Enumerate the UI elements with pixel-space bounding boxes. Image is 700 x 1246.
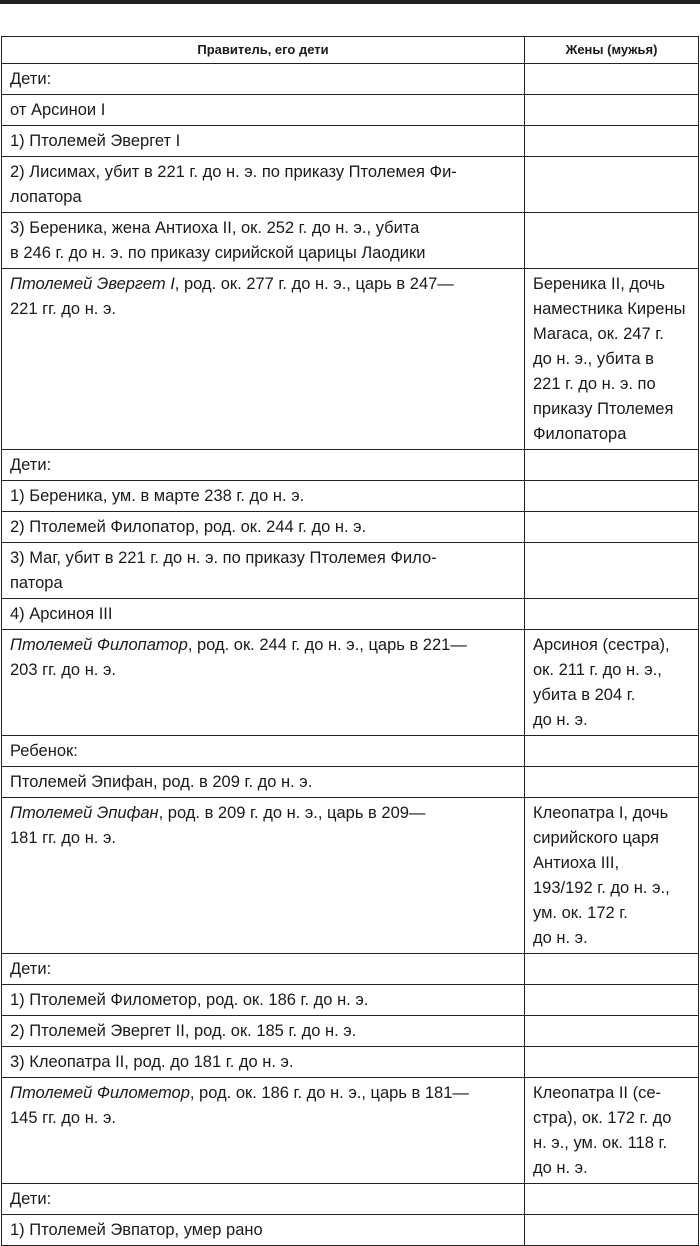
- table-row: [2, 985, 699, 1016]
- spouse-cell: [525, 543, 699, 599]
- table-row: [2, 213, 699, 269]
- child-entry: 3) Маг, убит в 221 г. до н. э. по приказу Птолемея Фило- патора: [2, 543, 525, 599]
- genealogy-table: [1, 36, 699, 1246]
- table-row: [2, 450, 699, 481]
- spouse-cell: [525, 95, 699, 126]
- child-entry: 1) Птолемей Филометор, род. ок. 186 г. до н. э.: [2, 985, 525, 1016]
- ruler-entry: [2, 630, 525, 736]
- spouse-cell: [525, 64, 699, 95]
- ruler-entry: [2, 798, 525, 954]
- spouse-cell: [525, 1215, 699, 1246]
- section-heading: Дети:: [2, 64, 525, 95]
- child-entry: 2) Птолемей Филопатор, род. ок. 244 г. до н. э.: [2, 512, 525, 543]
- spouse-cell: [525, 213, 699, 269]
- spouse-cell: [525, 599, 699, 630]
- spouse-cell: [525, 736, 699, 767]
- ruler-details: , род. ок. 277 г. до н. э., царь в 247— 221 гг. до н. э.: [10, 275, 454, 318]
- child-entry: 1) Береника, ум. в марте 238 г. до н. э.: [2, 481, 525, 512]
- spouse-cell: [525, 512, 699, 543]
- spouse-cell: Арсиноя (сестра), ок. 211 г. до н. э., убита в 204 г. до н. э.: [525, 630, 699, 736]
- table-row: [2, 543, 699, 599]
- ruler-entry: [2, 1078, 525, 1184]
- table-row: [2, 630, 699, 736]
- ruler-details: , род. ок. 244 г. до н. э., царь в 221— 203 гг. до н. э.: [10, 636, 467, 679]
- table-row: [2, 798, 699, 954]
- child-entry: 3) Береника, жена Антиоха II, ок. 252 г. до н. э., убита в 246 г. до н. э. по приказу сирийской царицы Лаодики: [2, 213, 525, 269]
- ruler-name: Птолемей Филометор: [10, 1084, 190, 1102]
- child-entry: Птолемей Эпифан, род. в 209 г. до н. э.: [2, 767, 525, 798]
- child-entry: 4) Арсиноя III: [2, 599, 525, 630]
- section-heading: Дети:: [2, 1184, 525, 1215]
- spouse-cell: [525, 450, 699, 481]
- header-ruler: Правитель, его дети: [2, 37, 525, 64]
- top-rule: [0, 0, 700, 4]
- ruler-entry: [2, 269, 525, 450]
- ruler-details: , род. в 209 г. до н. э., царь в 209— 181 гг. до н. э.: [10, 804, 426, 847]
- header-spouse: Жены (мужья): [525, 37, 699, 64]
- table-row: [2, 1184, 699, 1215]
- table-row: [2, 269, 699, 450]
- section-heading: Дети:: [2, 954, 525, 985]
- child-entry: 2) Птолемей Эвергет II, род. ок. 185 г. до н. э.: [2, 1016, 525, 1047]
- ruler-name: Птолемей Эпифан: [10, 804, 159, 822]
- table-row: [2, 954, 699, 985]
- spouse-cell: Клеопатра II (се- стра), ок. 172 г. до н. э., ум. ок. 118 г. до н. э.: [525, 1078, 699, 1184]
- section-heading: от Арсинои I: [2, 95, 525, 126]
- table-row: [2, 481, 699, 512]
- child-entry: 2) Лисимах, убит в 221 г. до н. э. по приказу Птолемея Фи- лопатора: [2, 157, 525, 213]
- spouse-cell: [525, 1016, 699, 1047]
- child-entry: 3) Клеопатра II, род. до 181 г. до н. э.: [2, 1047, 525, 1078]
- table-row: [2, 157, 699, 213]
- spouse-cell: [525, 954, 699, 985]
- table-row: [2, 95, 699, 126]
- spouse-cell: [525, 1184, 699, 1215]
- table-row: [2, 767, 699, 798]
- table-row: [2, 126, 699, 157]
- ruler-details: , род. ок. 186 г. до н. э., царь в 181— 145 гг. до н. э.: [10, 1084, 469, 1127]
- ruler-name: Птолемей Филопатор: [10, 636, 188, 654]
- table-row: [2, 1078, 699, 1184]
- spouse-cell: [525, 1047, 699, 1078]
- spouse-cell: [525, 157, 699, 213]
- ruler-name: Птолемей Эвергет I: [10, 275, 175, 293]
- spouse-cell: Клеопатра I, дочь сирийского царя Антиоха III, 193/192 г. до н. э., ум. ок. 172 г. до н. э.: [525, 798, 699, 954]
- section-heading: Ребенок:: [2, 736, 525, 767]
- child-entry: 1) Птолемей Эвпатор, умер рано: [2, 1215, 525, 1246]
- spouse-cell: [525, 985, 699, 1016]
- spouse-cell: [525, 126, 699, 157]
- table-header-row: [2, 37, 699, 64]
- table-row: [2, 64, 699, 95]
- table-row: [2, 512, 699, 543]
- section-heading: Дети:: [2, 450, 525, 481]
- table-row: [2, 1016, 699, 1047]
- table-row: [2, 1215, 699, 1246]
- table-row: [2, 599, 699, 630]
- spouse-cell: Береника II, дочь наместника Кирены Магаса, ок. 247 г. до н. э., убита в 221 г. до н. э. по приказу Птолемея Филопатора: [525, 269, 699, 450]
- spouse-cell: [525, 767, 699, 798]
- child-entry: 1) Птолемей Эвергет I: [2, 126, 525, 157]
- table-body: [2, 64, 699, 1246]
- table-row: [2, 1047, 699, 1078]
- spouse-cell: [525, 481, 699, 512]
- table-row: [2, 736, 699, 767]
